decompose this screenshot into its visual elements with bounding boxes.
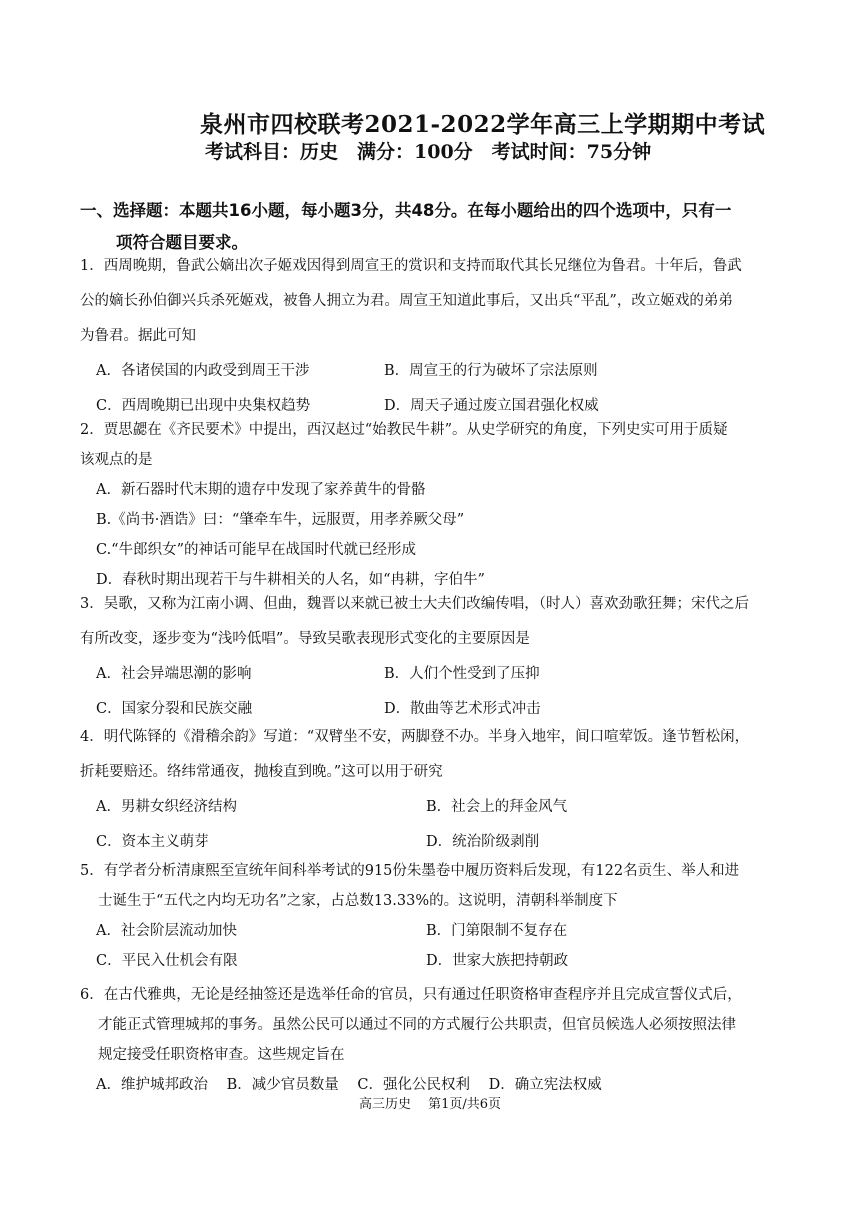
option-c[interactable]: C．西周晚期已出现中央集权趋势 — [96, 398, 311, 414]
question-5 — [80, 856, 780, 976]
question-6 — [80, 980, 780, 1100]
exam-title: 泉州市四校联考2021-2022学年高三上学期期中考试 — [200, 111, 766, 138]
option-d[interactable]: D．确立宪法权威 — [488, 1077, 602, 1093]
question-stem-line: 士诞生于“五代之内均无功名”之家，占总数13.33%的。这说明，清朝科举制度下 — [98, 893, 618, 909]
option-c[interactable]: C．平民入仕机会有限 — [96, 953, 238, 969]
question-stem-line: 2．贾思勰在《齐民要术》中提出，西汉赵过“始教民牛耕”。从史学研究的角度，下列史实可用于质疑 — [80, 422, 728, 438]
option-a[interactable]: A．维护城邦政治 — [96, 1077, 208, 1093]
option-d[interactable]: D．周天子通过废立国君强化权威 — [384, 398, 599, 414]
question-3 — [80, 587, 780, 727]
option-b[interactable]: B.《尚书·酒诰》曰：“肇牵车牛，远服贾，用孝养厥父母” — [96, 512, 465, 528]
question-stem-line: 6．在古代雅典，无论是经抽签还是选举任命的官员，只有通过任职资格审查程序并且完成宣誓仪式后， — [80, 987, 742, 1003]
exam-subtitle: 考试科目：历史 满分：100分 考试时间：75分钟 — [205, 141, 652, 163]
option-c[interactable]: C．强化公民权利 — [357, 1077, 470, 1093]
option-a[interactable]: A．社会异端思潮的影响 — [96, 666, 252, 682]
option-b[interactable]: B．社会上的拜金风气 — [426, 799, 568, 815]
section-heading-line2: 项符合题目要求。 — [116, 233, 248, 252]
option-c[interactable]: C.“牛郎织女”的神话可能早在战国时代就已经形成 — [96, 542, 417, 558]
question-stem-line: 才能正式管理城邦的事务。虽然公民可以通过不同的方式履行公共职责，但官员候选人必须按照法律 — [98, 1017, 736, 1033]
question-stem-line: 有所改变，逐步变为“浅吟低唱”。导致吴歌表现形式变化的主要原因是 — [80, 631, 530, 647]
option-d[interactable]: D．散曲等艺术形式冲击 — [384, 701, 541, 717]
options-grid — [80, 790, 780, 860]
question-stem-line: 公的嫡长孙伯御兴兵杀死姬戏，被鲁人拥立为君。周宣王知道此事后，又出兵“平乱”，改立姬戏的弟弟 — [80, 293, 733, 309]
option-a[interactable]: A．新石器时代末期的遗存中发现了家养黄牛的骨骼 — [96, 482, 426, 498]
option-a[interactable]: A．男耕女织经济结构 — [96, 799, 237, 815]
option-d[interactable]: D．春秋时期出现若干与牛耕相关的人名，如“冉耕，字伯牛” — [96, 572, 485, 588]
option-a[interactable]: A．各诸侯国的内政受到周王干涉 — [96, 363, 310, 379]
option-d[interactable]: D．世家大族把持朝政 — [426, 953, 569, 969]
question-stem-line: 1．西周晚期，鲁武公嫡出次子姬戏因得到周宣王的赏识和支持而取代其长兄继位为鲁君。十年后，鲁武 — [80, 258, 742, 274]
options-grid — [80, 657, 780, 727]
question-stem-line: 4．明代陈铎的《滑稽余韵》写道：“双臂坐不安，两脚登不办。半身入地牢，间口喧荤饭。逢节暂松闲， — [80, 729, 750, 745]
options-list — [80, 475, 780, 595]
options-grid — [80, 916, 780, 976]
question-stem-line: 3．吴歌，又称为江南小调、但曲，魏晋以来就已被士大夫们改编传唱，（时人）喜欢劲歌狂舞；宋代之后 — [80, 596, 749, 612]
option-a[interactable]: A．社会阶层流动加快 — [96, 923, 237, 939]
question-stem-line: 5．有学者分析清康熙至宣统年间科举考试的915份朱墨卷中履历资料后发现，有122名贡生、举人和进 — [80, 863, 740, 879]
question-stem-line: 折耗要赔还。络纬常通夜，抛梭直到晚。”这可以用于研究 — [80, 764, 443, 780]
question-stem-line: 该观点的是 — [80, 452, 153, 468]
question-stem-line: 为鲁君。据此可知 — [80, 328, 196, 344]
option-b[interactable]: B．人们个性受到了压抑 — [384, 666, 540, 682]
question-1 — [80, 249, 780, 424]
question-4 — [80, 720, 780, 860]
page-footer: 高三历史 第1页/共6页 — [358, 1097, 502, 1112]
option-b[interactable]: B．门第限制不复存在 — [426, 923, 568, 939]
option-c[interactable]: C．资本主义萌芽 — [96, 834, 209, 850]
option-d[interactable]: D．统治阶级剥削 — [426, 834, 540, 850]
option-b[interactable]: B．减少官员数量 — [226, 1077, 339, 1093]
option-c[interactable]: C．国家分裂和民族交融 — [96, 701, 253, 717]
options-grid — [80, 354, 780, 424]
question-2 — [80, 415, 780, 595]
question-stem-line: 规定接受任职资格审查。这些规定旨在 — [98, 1047, 345, 1063]
section-heading-line1: 一、选择题：本题共16小题，每小题3分，共48分。在每小题给出的四个选项中，只有一 — [80, 201, 732, 220]
option-b[interactable]: B．周宣王的行为破坏了宗法原则 — [384, 363, 598, 379]
